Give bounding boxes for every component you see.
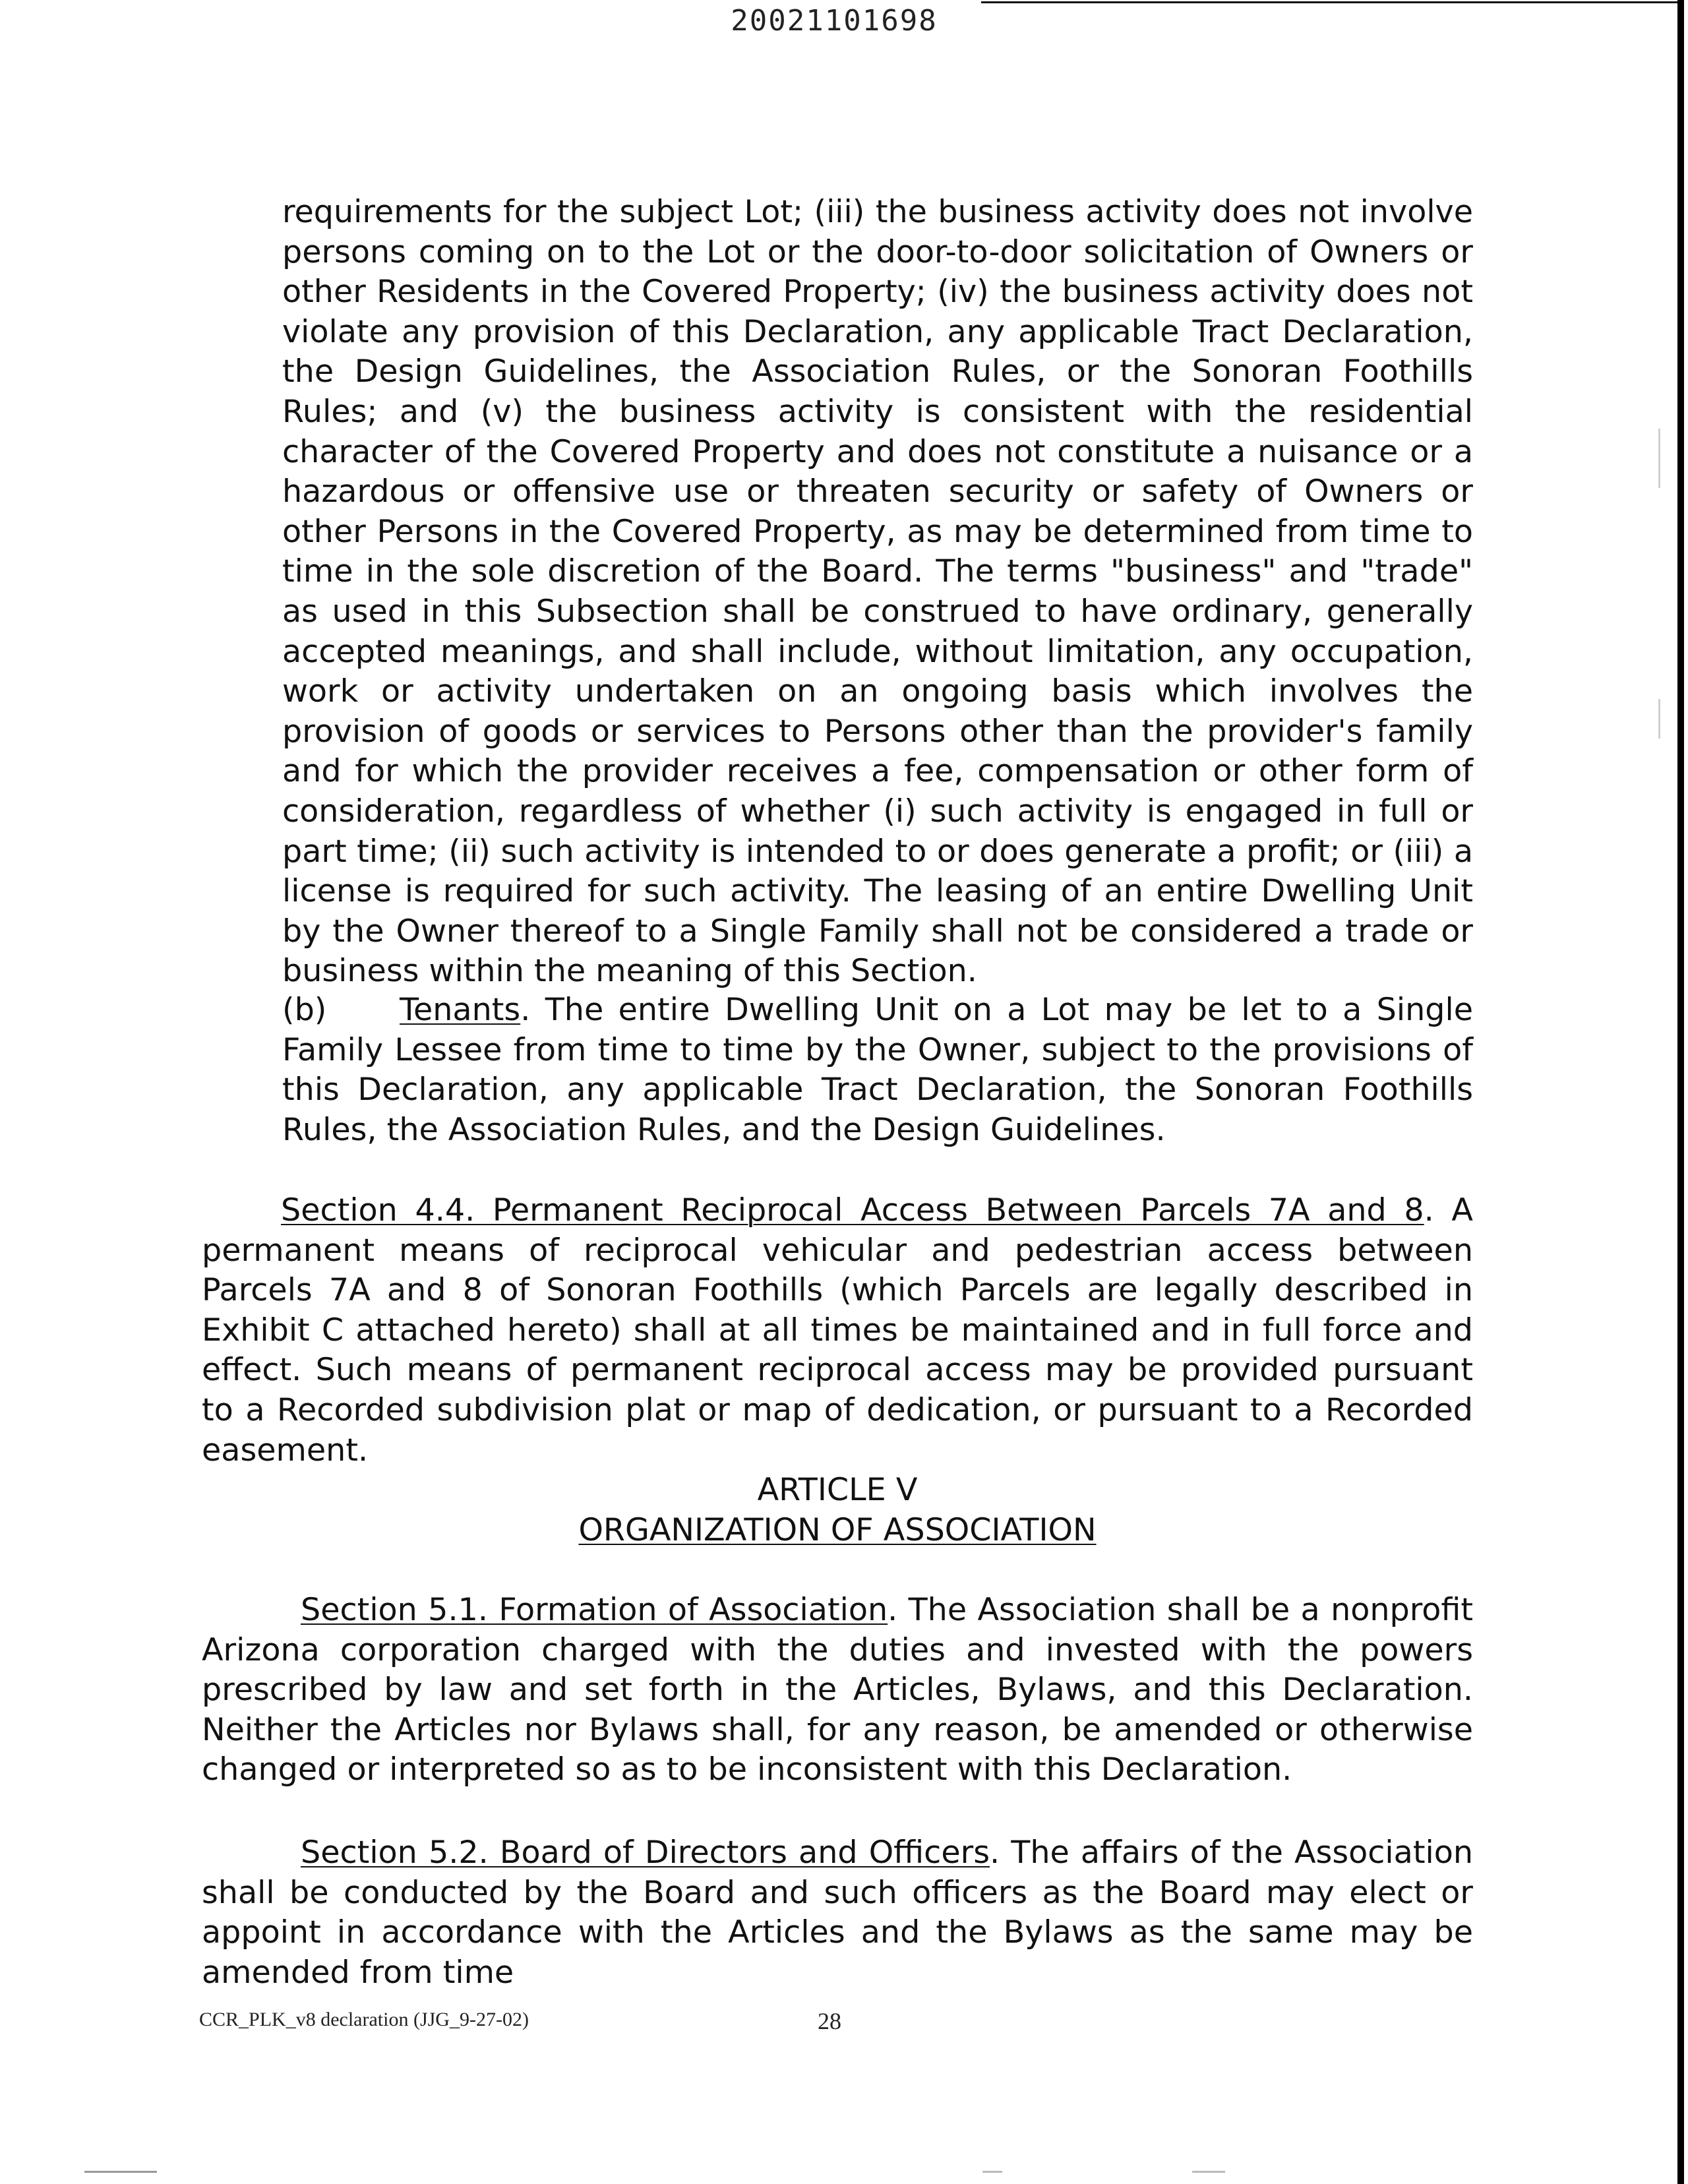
paragraph-business-activity: requirements for the subject Lot; (iii) the business activity does not involve persons coming on to the Lot or the door-to-door solicitation of Owners or other Residents in the Covered Property; (iv) the business activity does not violate any provision of this Declaration, any applicable Tract Declaration, the Design Guidelines, the Association Rules, or the Sonoran Foothills Rules; and (v) the business activity is consistent with the residential character of the Covered Property and does not constitute a nuisance or a hazardous or offensive use or threaten security or safety of Owners or other Persons in the Covered Property, as may be determined from time to time in the sole discretion of the Board. The terms "business" and "trade" as used in this Subsection shall be construed to have ordinary, generally accepted meanings, and shall include, without limitation, any occupation, work or activity undertaken on an ongoing basis which involves the provision of goods or services to Persons other than the provider's family and for which the provider receives a fee, compensation or other form of consideration, regardless of whether (i) such activity is engaged in full or part time; (ii) such activity is intended to or does generate a profit; or (iii) a license is required for such activity. The leasing of an entire Dwelling Unit by the Owner thereof to a Single Family shall not be considered a trade or business within the meaning of this Section. (282, 194, 1473, 990)
section-title: Section 5.1. Formation of Association (301, 1592, 888, 1628)
scan-artifact (84, 2171, 157, 2173)
article-number: ARTICLE V (757, 1472, 918, 1508)
article-title: ORGANIZATION OF ASSOCIATION (578, 1511, 1097, 1548)
page-number: 28 (818, 2008, 841, 2034)
section-text: . The affairs of the Association shall be conducted by the Board and such officers as the Board may elect or appoint in accordance with the Articles and the Bylaws as the same may be amended from time (202, 1835, 1473, 1991)
section-title: Section 5.2. Board of Directors and Officers (301, 1835, 990, 1871)
top-scan-rule (981, 1, 1680, 3)
scan-artifact (1658, 699, 1660, 739)
section-text: . The Association shall be a nonprofit Arizona corporation charged with the duties and invested with the powers prescribed by law and set forth in the Articles, Bylaws, and this Declaration. Neither the Articles nor Bylaws shall, for any reason, be amended or otherwise changed or interpreted so as to be inconsistent with this Declaration. (202, 1592, 1474, 1788)
scan-artifact (1658, 429, 1660, 488)
subsection-text: . The entire Dwelling Unit on a Lot may be let to a Single Family Lessee from time to time by the Owner, subject to the provisions of this Declaration, any applicable Tract Declaration, the Sonoran Foothills Rules, the Association Rules, and the Design Guidelines. (282, 992, 1473, 1148)
scan-edge-border (1677, 0, 1684, 2184)
section-title: Section 4.4. Permanent Reciprocal Access Between Parcels 7A and 8 (281, 1192, 1424, 1228)
footer-file-label: CCR_PLK_v8 declaration (JJG_9-27-02) (199, 2009, 529, 2030)
section-text: . A permanent means of reciprocal vehicular and pedestrian access between Parcels 7A and 8 of Sonoran Foothills (which Parcels are legally described in Exhibit C attached hereto) shall at all times be maintained and in full force and effect. Such means of permanent reciprocal access may be provided pursuant to a Recorded subdivision plat or map of dedication, or pursuant to a Recorded easement. (202, 1192, 1473, 1469)
scan-artifact (1192, 2171, 1225, 2173)
section-5-2 (202, 1833, 1473, 1993)
subsection-label: (b) (282, 992, 327, 1028)
recording-number: 20021101698 (731, 4, 938, 38)
subsection-title: Tenants (400, 992, 521, 1028)
section-4-4 (202, 1191, 1473, 1471)
article-heading (202, 1471, 1473, 1550)
scan-artifact (982, 2171, 1002, 2173)
subsection-b-tenants (282, 990, 1473, 1150)
section-5-1 (202, 1591, 1473, 1790)
